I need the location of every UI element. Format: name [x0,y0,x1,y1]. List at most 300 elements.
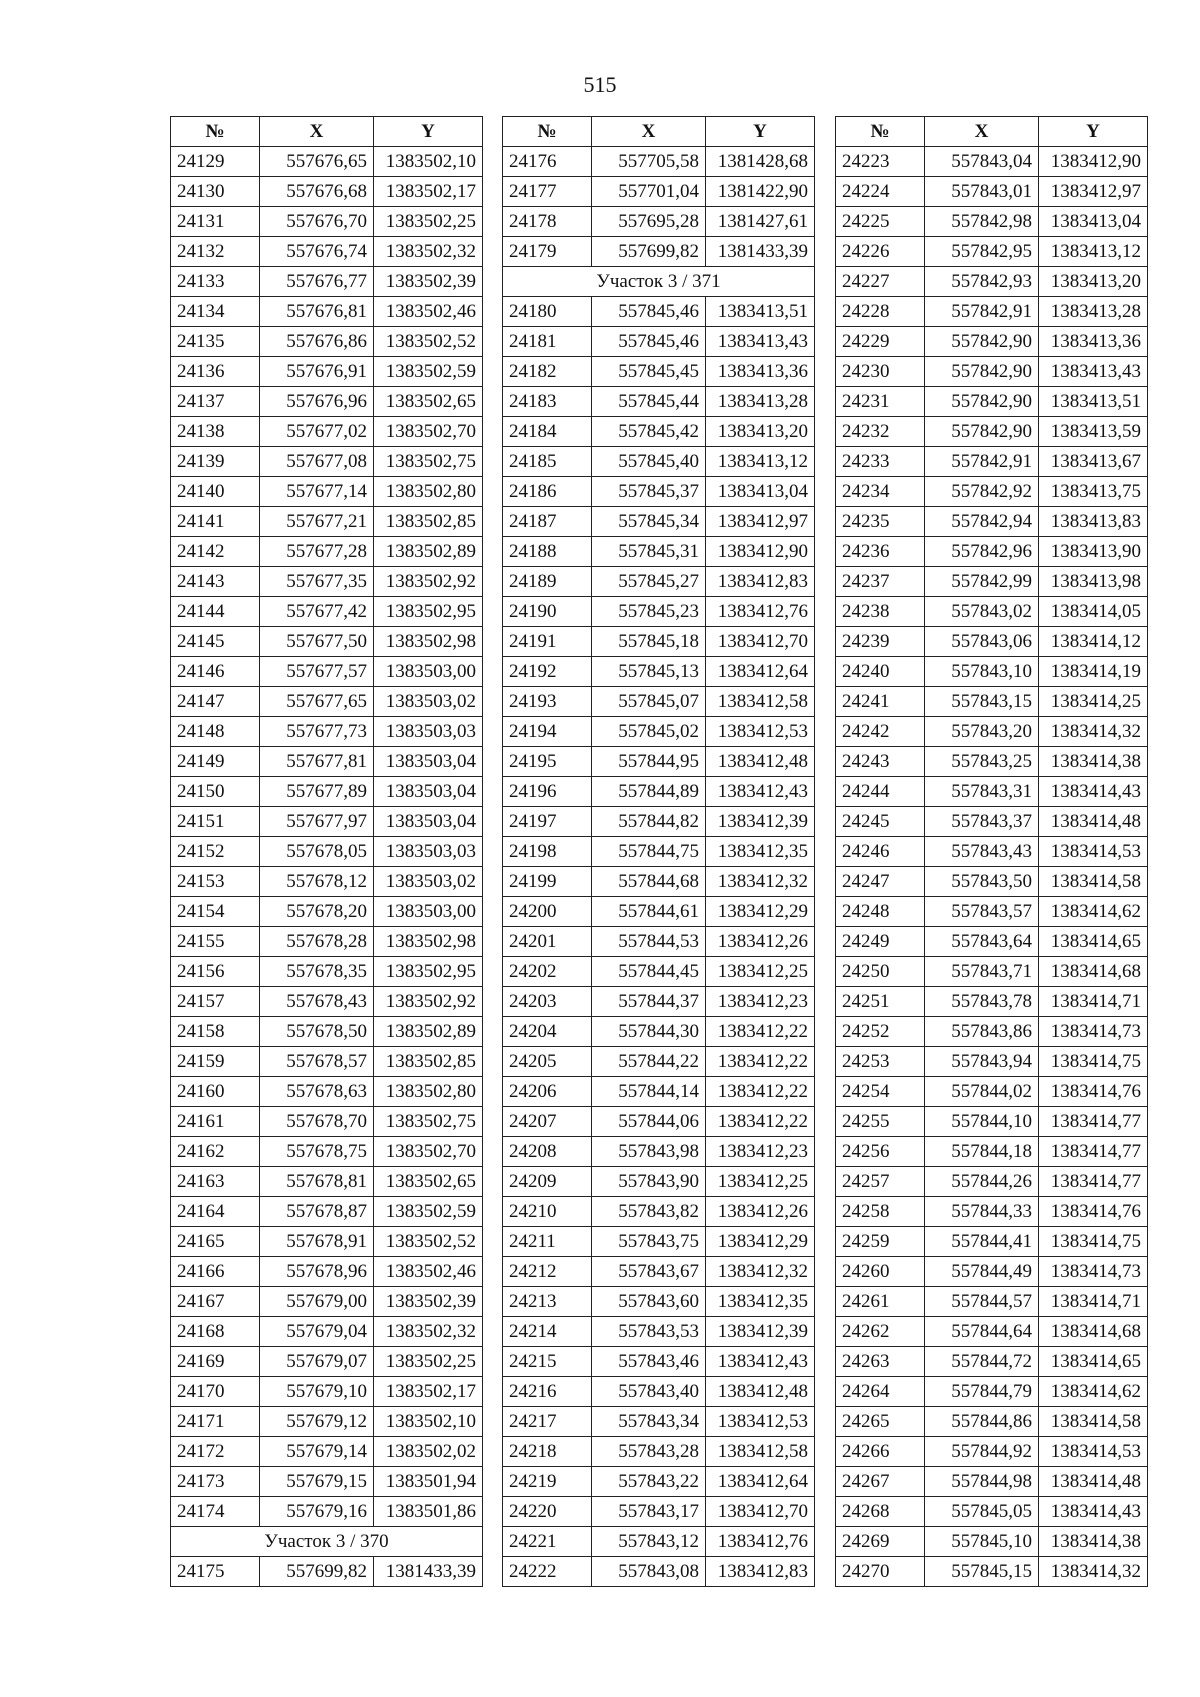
point-number: 24269 [836,1527,925,1557]
point-number: 24263 [836,1347,925,1377]
x-coordinate: 557843,40 [592,1377,706,1407]
x-coordinate: 557677,21 [260,507,374,537]
y-coordinate: 1383502,17 [374,1377,483,1407]
table-row [171,357,483,387]
x-coordinate: 557844,79 [925,1377,1039,1407]
point-number: 24253 [836,1047,925,1077]
table-row [503,207,815,237]
point-number: 24243 [836,747,925,777]
x-coordinate: 557842,92 [925,477,1039,507]
table-row [836,1167,1148,1197]
point-number: 24180 [503,297,592,327]
table-row [503,507,815,537]
y-coordinate: 1383412,35 [706,837,815,867]
x-coordinate: 557843,46 [592,1347,706,1377]
table-row [503,987,815,1017]
y-coordinate: 1383414,38 [1039,1527,1148,1557]
table-row [171,807,483,837]
y-coordinate: 1383414,75 [1039,1047,1148,1077]
table-row [836,1437,1148,1467]
table-row [171,147,483,177]
table-row [171,417,483,447]
y-coordinate: 1383412,26 [706,927,815,957]
table-row [171,987,483,1017]
point-number: 24202 [503,957,592,987]
x-coordinate: 557845,42 [592,417,706,447]
header-number: № [503,117,592,147]
table-row [171,687,483,717]
table-row [836,597,1148,627]
table-row [836,477,1148,507]
table-row [503,1077,815,1107]
point-number: 24268 [836,1497,925,1527]
x-coordinate: 557842,90 [925,387,1039,417]
x-coordinate: 557843,12 [592,1527,706,1557]
y-coordinate: 1383414,77 [1039,1167,1148,1197]
table-row [836,267,1148,297]
y-coordinate: 1383412,25 [706,1167,815,1197]
table-row [503,447,815,477]
point-number: 24131 [171,207,260,237]
table-row [503,1497,815,1527]
x-coordinate: 557844,49 [925,1257,1039,1287]
point-number: 24220 [503,1497,592,1527]
x-coordinate: 557677,02 [260,417,374,447]
y-coordinate: 1383502,95 [374,957,483,987]
y-coordinate: 1383414,65 [1039,1347,1148,1377]
table-row [503,717,815,747]
table-row [171,1557,483,1587]
x-coordinate: 557842,90 [925,417,1039,447]
point-number: 24151 [171,807,260,837]
y-coordinate: 1383414,48 [1039,807,1148,837]
y-coordinate: 1383414,62 [1039,897,1148,927]
point-number: 24222 [503,1557,592,1587]
x-coordinate: 557844,64 [925,1317,1039,1347]
point-number: 24218 [503,1437,592,1467]
x-coordinate: 557843,60 [592,1287,706,1317]
point-number: 24171 [171,1407,260,1437]
point-number: 24231 [836,387,925,417]
point-number: 24142 [171,537,260,567]
point-number: 24205 [503,1047,592,1077]
x-coordinate: 557843,31 [925,777,1039,807]
table-row [171,957,483,987]
x-coordinate: 557677,89 [260,777,374,807]
x-coordinate: 557842,90 [925,327,1039,357]
table-row [836,327,1148,357]
point-number: 24228 [836,297,925,327]
y-coordinate: 1383413,36 [1039,327,1148,357]
point-number: 24193 [503,687,592,717]
y-coordinate: 1383412,32 [706,1257,815,1287]
x-coordinate: 557844,68 [592,867,706,897]
y-coordinate: 1381427,61 [706,207,815,237]
table-row [503,477,815,507]
table-row [836,987,1148,1017]
y-coordinate: 1383414,32 [1039,717,1148,747]
table-row [836,297,1148,327]
x-coordinate: 557678,87 [260,1197,374,1227]
y-coordinate: 1381433,39 [706,237,815,267]
point-number: 24138 [171,417,260,447]
point-number: 24201 [503,927,592,957]
section-label: Участок 3 / 370 [171,1527,483,1557]
section-label: Участок 3 / 371 [503,267,815,297]
table-row [503,927,815,957]
point-number: 24248 [836,897,925,927]
point-number: 24209 [503,1167,592,1197]
table-row [836,1047,1148,1077]
point-number: 24166 [171,1257,260,1287]
point-number: 24247 [836,867,925,897]
y-coordinate: 1383413,43 [1039,357,1148,387]
x-coordinate: 557844,37 [592,987,706,1017]
point-number: 24187 [503,507,592,537]
x-coordinate: 557844,02 [925,1077,1039,1107]
header-y: Y [1039,117,1148,147]
x-coordinate: 557677,57 [260,657,374,687]
y-coordinate: 1383412,83 [706,567,815,597]
x-coordinate: 557679,04 [260,1317,374,1347]
x-coordinate: 557845,31 [592,537,706,567]
point-number: 24173 [171,1467,260,1497]
x-coordinate: 557845,45 [592,357,706,387]
table-row [171,747,483,777]
table-row [503,1197,815,1227]
x-coordinate: 557678,20 [260,897,374,927]
y-coordinate: 1383502,46 [374,1257,483,1287]
header-y: Y [374,117,483,147]
y-coordinate: 1383414,53 [1039,837,1148,867]
table-row [503,1347,815,1377]
point-number: 24221 [503,1527,592,1557]
table-row [503,357,815,387]
table-row [171,1077,483,1107]
point-number: 24214 [503,1317,592,1347]
header-number: № [171,117,260,147]
table-row [503,1047,815,1077]
point-number: 24192 [503,657,592,687]
x-coordinate: 557676,65 [260,147,374,177]
y-coordinate: 1383502,75 [374,1107,483,1137]
table-row [171,1137,483,1167]
table-row [171,537,483,567]
table-row [171,447,483,477]
y-coordinate: 1383412,58 [706,1437,815,1467]
point-number: 24208 [503,1137,592,1167]
x-coordinate: 557844,22 [592,1047,706,1077]
point-number: 24157 [171,987,260,1017]
header-y: Y [706,117,815,147]
y-coordinate: 1383502,25 [374,207,483,237]
point-number: 24161 [171,1107,260,1137]
table-row [836,1347,1148,1377]
table-row [836,1377,1148,1407]
table-row [503,597,815,627]
table-row [836,867,1148,897]
point-number: 24265 [836,1407,925,1437]
point-number: 24236 [836,537,925,567]
table-row [503,1227,815,1257]
y-coordinate: 1383502,98 [374,627,483,657]
table-row [503,1257,815,1287]
table-row [171,267,483,297]
point-number: 24176 [503,147,592,177]
table-row [503,807,815,837]
table-row [836,717,1148,747]
x-coordinate: 557678,91 [260,1227,374,1257]
y-coordinate: 1383414,68 [1039,1317,1148,1347]
point-number: 24244 [836,777,925,807]
x-coordinate: 557705,58 [592,147,706,177]
point-number: 24163 [171,1167,260,1197]
y-coordinate: 1383502,32 [374,237,483,267]
y-coordinate: 1383503,04 [374,777,483,807]
coordinates-table-1 [170,116,483,1587]
y-coordinate: 1383413,20 [1039,267,1148,297]
y-coordinate: 1383414,43 [1039,777,1148,807]
x-coordinate: 557677,65 [260,687,374,717]
x-coordinate: 557677,50 [260,627,374,657]
x-coordinate: 557843,37 [925,807,1039,837]
y-coordinate: 1383414,76 [1039,1077,1148,1107]
x-coordinate: 557677,42 [260,597,374,627]
point-number: 24132 [171,237,260,267]
x-coordinate: 557699,82 [592,237,706,267]
y-coordinate: 1383503,03 [374,717,483,747]
x-coordinate: 557677,28 [260,537,374,567]
table-row [171,1317,483,1347]
point-number: 24251 [836,987,925,1017]
y-coordinate: 1383414,76 [1039,1197,1148,1227]
table-row [503,1557,815,1587]
x-coordinate: 557843,28 [592,1437,706,1467]
x-coordinate: 557678,70 [260,1107,374,1137]
x-coordinate: 557843,15 [925,687,1039,717]
point-number: 24237 [836,567,925,597]
point-number: 24158 [171,1017,260,1047]
y-coordinate: 1383412,64 [706,657,815,687]
x-coordinate: 557676,91 [260,357,374,387]
y-coordinate: 1383413,98 [1039,567,1148,597]
x-coordinate: 557843,57 [925,897,1039,927]
table-row [836,1137,1148,1167]
point-number: 24219 [503,1467,592,1497]
x-coordinate: 557845,37 [592,477,706,507]
point-number: 24254 [836,1077,925,1107]
table-row [836,1407,1148,1437]
point-number: 24175 [171,1557,260,1587]
x-coordinate: 557845,05 [925,1497,1039,1527]
table-row [503,1317,815,1347]
x-coordinate: 557678,96 [260,1257,374,1287]
point-number: 24144 [171,597,260,627]
y-coordinate: 1383502,10 [374,1407,483,1437]
x-coordinate: 557677,97 [260,807,374,837]
table-row [836,357,1148,387]
table-row [836,447,1148,477]
x-coordinate: 557679,10 [260,1377,374,1407]
table-row [503,1017,815,1047]
point-number: 24179 [503,237,592,267]
point-number: 24167 [171,1287,260,1317]
table-row [171,327,483,357]
x-coordinate: 557676,77 [260,267,374,297]
y-coordinate: 1383413,51 [706,297,815,327]
x-coordinate: 557844,75 [592,837,706,867]
table-row [836,1197,1148,1227]
point-number: 24150 [171,777,260,807]
y-coordinate: 1383503,03 [374,837,483,867]
y-coordinate: 1383412,39 [706,1317,815,1347]
y-coordinate: 1383412,83 [706,1557,815,1587]
y-coordinate: 1383413,28 [706,387,815,417]
point-number: 24147 [171,687,260,717]
x-coordinate: 557678,50 [260,1017,374,1047]
y-coordinate: 1383503,04 [374,747,483,777]
point-number: 24257 [836,1167,925,1197]
x-coordinate: 557679,07 [260,1347,374,1377]
y-coordinate: 1383413,51 [1039,387,1148,417]
x-coordinate: 557678,81 [260,1167,374,1197]
point-number: 24149 [171,747,260,777]
header-x: X [260,117,374,147]
x-coordinate: 557678,05 [260,837,374,867]
table-row [836,807,1148,837]
point-number: 24141 [171,507,260,537]
point-number: 24203 [503,987,592,1017]
point-number: 24232 [836,417,925,447]
x-coordinate: 557844,30 [592,1017,706,1047]
page-number: 515 [583,72,617,97]
table-row [503,777,815,807]
point-number: 24259 [836,1227,925,1257]
table-row [836,207,1148,237]
section-row [171,1527,483,1557]
table-row [503,1407,815,1437]
y-coordinate: 1383503,04 [374,807,483,837]
y-coordinate: 1383502,52 [374,1227,483,1257]
x-coordinate: 557845,46 [592,327,706,357]
point-number: 24229 [836,327,925,357]
point-number: 24252 [836,1017,925,1047]
point-number: 24264 [836,1377,925,1407]
y-coordinate: 1383414,12 [1039,627,1148,657]
y-coordinate: 1383412,22 [706,1017,815,1047]
table-header-row [836,117,1148,147]
point-number: 24145 [171,627,260,657]
y-coordinate: 1383502,46 [374,297,483,327]
x-coordinate: 557844,26 [925,1167,1039,1197]
point-number: 24238 [836,597,925,627]
table-row [171,1467,483,1497]
y-coordinate: 1383502,32 [374,1317,483,1347]
point-number: 24152 [171,837,260,867]
point-number: 24200 [503,897,592,927]
x-coordinate: 557843,10 [925,657,1039,687]
y-coordinate: 1383502,39 [374,267,483,297]
x-coordinate: 557844,53 [592,927,706,957]
x-coordinate: 557845,44 [592,387,706,417]
x-coordinate: 557844,33 [925,1197,1039,1227]
table-row [836,147,1148,177]
x-coordinate: 557845,02 [592,717,706,747]
point-number: 24227 [836,267,925,297]
y-coordinate: 1383412,90 [1039,147,1148,177]
y-coordinate: 1383413,83 [1039,507,1148,537]
y-coordinate: 1383413,12 [706,447,815,477]
y-coordinate: 1383414,32 [1039,1557,1148,1587]
y-coordinate: 1383412,22 [706,1107,815,1137]
point-number: 24234 [836,477,925,507]
y-coordinate: 1383502,10 [374,147,483,177]
y-coordinate: 1383502,65 [374,1167,483,1197]
x-coordinate: 557843,04 [925,147,1039,177]
x-coordinate: 557679,16 [260,1497,374,1527]
point-number: 24225 [836,207,925,237]
table-row [171,387,483,417]
y-coordinate: 1383501,86 [374,1497,483,1527]
y-coordinate: 1383413,67 [1039,447,1148,477]
x-coordinate: 557842,93 [925,267,1039,297]
y-coordinate: 1383414,65 [1039,927,1148,957]
table-row [171,567,483,597]
table-row [836,177,1148,207]
x-coordinate: 557843,43 [925,837,1039,867]
table-row [171,1377,483,1407]
y-coordinate: 1381433,39 [374,1557,483,1587]
table-row [171,1167,483,1197]
x-coordinate: 557676,70 [260,207,374,237]
y-coordinate: 1383412,32 [706,867,815,897]
y-coordinate: 1383502,95 [374,597,483,627]
point-number: 24177 [503,177,592,207]
point-number: 24204 [503,1017,592,1047]
table-row [836,1257,1148,1287]
x-coordinate: 557845,46 [592,297,706,327]
point-number: 24217 [503,1407,592,1437]
table-row [503,1107,815,1137]
point-number: 24154 [171,897,260,927]
table-row [836,387,1148,417]
y-coordinate: 1383414,71 [1039,1287,1148,1317]
table-row [836,927,1148,957]
table-row [503,387,815,417]
y-coordinate: 1383412,22 [706,1077,815,1107]
y-coordinate: 1383414,75 [1039,1227,1148,1257]
y-coordinate: 1383412,53 [706,1407,815,1437]
point-number: 24245 [836,807,925,837]
x-coordinate: 557843,78 [925,987,1039,1017]
x-coordinate: 557677,08 [260,447,374,477]
point-number: 24183 [503,387,592,417]
x-coordinate: 557845,18 [592,627,706,657]
table-row [836,237,1148,267]
y-coordinate: 1383412,26 [706,1197,815,1227]
y-coordinate: 1383414,58 [1039,1407,1148,1437]
point-number: 24168 [171,1317,260,1347]
point-number: 24230 [836,357,925,387]
x-coordinate: 557678,35 [260,957,374,987]
point-number: 24181 [503,327,592,357]
y-coordinate: 1383502,85 [374,1047,483,1077]
x-coordinate: 557676,81 [260,297,374,327]
point-number: 24235 [836,507,925,537]
y-coordinate: 1383502,70 [374,417,483,447]
y-coordinate: 1383503,00 [374,657,483,687]
point-number: 24159 [171,1047,260,1077]
